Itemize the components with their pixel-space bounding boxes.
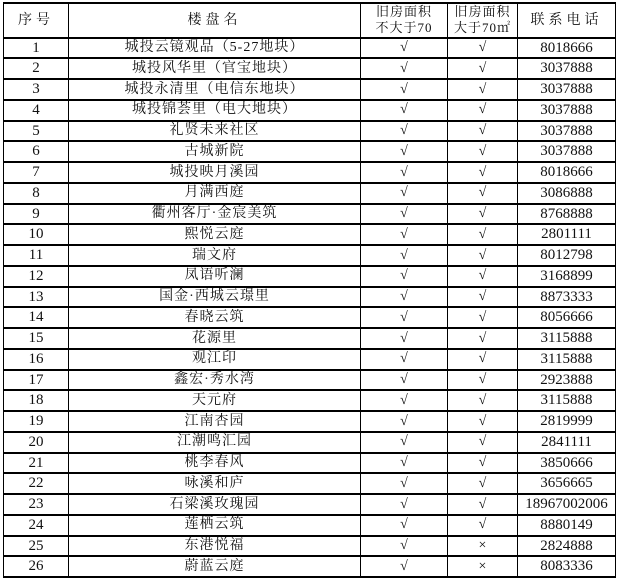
cell-area-gt70: √ [448, 390, 518, 411]
table-row [4, 370, 616, 391]
cell-area-gt70: √ [448, 453, 518, 474]
cell-area-gt70: √ [448, 432, 518, 453]
cell-area-le70: √ [361, 432, 448, 453]
cell-phone: 3168899 [518, 266, 616, 287]
cell-area-le70: √ [361, 141, 448, 162]
cell-area-gt70: √ [448, 79, 518, 100]
cell-phone: 3850666 [518, 453, 616, 474]
cell-area-gt70: √ [448, 141, 518, 162]
cell-serial: 5 [4, 121, 69, 142]
property-table-wrap [3, 2, 615, 575]
cell-phone: 8018666 [518, 162, 616, 183]
cell-area-gt70: √ [448, 266, 518, 287]
cell-phone: 3115888 [518, 390, 616, 411]
table-row [4, 204, 616, 225]
table-row [4, 183, 616, 204]
table-row [4, 224, 616, 245]
cell-phone: 8083336 [518, 556, 616, 577]
table-row [4, 515, 616, 536]
cell-phone: 3115888 [518, 328, 616, 349]
cell-phone: 3656665 [518, 473, 616, 494]
cell-serial: 24 [4, 515, 69, 536]
cell-area-le70: √ [361, 473, 448, 494]
table-row [4, 536, 616, 557]
cell-area-le70: √ [361, 328, 448, 349]
cell-phone: 3037888 [518, 121, 616, 142]
cell-property-name: 江潮鸣汇园 [69, 432, 361, 453]
table-row [4, 494, 616, 515]
cell-property-name: 城投永清里（电信东地块） [69, 79, 361, 100]
table-row [4, 390, 616, 411]
cell-serial: 10 [4, 224, 69, 245]
cell-phone: 3037888 [518, 100, 616, 121]
cell-area-le70: √ [361, 183, 448, 204]
header-area-gt70-line1: 旧房面积 [454, 4, 511, 19]
cell-area-le70: √ [361, 162, 448, 183]
cell-area-le70: √ [361, 515, 448, 536]
cell-area-gt70: √ [448, 183, 518, 204]
cell-property-name: 古城新院 [69, 141, 361, 162]
cell-area-le70: √ [361, 556, 448, 577]
cell-area-gt70: √ [448, 349, 518, 370]
cell-serial: 12 [4, 266, 69, 287]
table-row [4, 432, 616, 453]
table-header [4, 3, 616, 38]
cell-phone: 18967002006 [518, 494, 616, 515]
cell-area-le70: √ [361, 266, 448, 287]
cell-area-le70: √ [361, 453, 448, 474]
cell-property-name: 衢州客厅·金宸美筑 [69, 204, 361, 225]
table-row [4, 38, 616, 59]
cell-area-gt70: √ [448, 245, 518, 266]
cell-serial: 14 [4, 307, 69, 328]
cell-phone: 2824888 [518, 536, 616, 557]
cell-serial: 17 [4, 370, 69, 391]
cell-property-name: 城投云镜观品（5-27地块） [69, 38, 361, 59]
cell-phone: 2923888 [518, 370, 616, 391]
cell-phone: 2841111 [518, 432, 616, 453]
table-row [4, 141, 616, 162]
cell-area-le70: √ [361, 245, 448, 266]
cell-property-name: 城投映月溪园 [69, 162, 361, 183]
cell-serial: 1 [4, 38, 69, 59]
cell-property-name: 蔚蓝云庭 [69, 556, 361, 577]
cell-phone: 3086888 [518, 183, 616, 204]
property-table [3, 2, 616, 578]
table-row [4, 453, 616, 474]
header-area-le70-line1: 旧房面积 [375, 4, 432, 19]
cell-phone: 3037888 [518, 141, 616, 162]
table-row [4, 245, 616, 266]
cell-property-name: 国金·西城云璟里 [69, 287, 361, 308]
cell-property-name: 观江印 [69, 349, 361, 370]
cell-serial: 23 [4, 494, 69, 515]
cell-area-gt70: √ [448, 38, 518, 59]
table-row [4, 100, 616, 121]
cell-serial: 6 [4, 141, 69, 162]
cell-area-le70: √ [361, 370, 448, 391]
cell-serial: 21 [4, 453, 69, 474]
cell-area-gt70: √ [448, 307, 518, 328]
header-serial: 序号 [4, 3, 69, 38]
cell-phone: 8056666 [518, 307, 616, 328]
cell-area-gt70: √ [448, 515, 518, 536]
cell-property-name: 城投风华里（官宝地块） [69, 58, 361, 79]
header-area-gt70-line2: 大于70㎡ [453, 20, 511, 36]
cell-serial: 20 [4, 432, 69, 453]
cell-property-name: 礼贤未来社区 [69, 121, 361, 142]
cell-area-gt70: √ [448, 287, 518, 308]
cell-area-gt70: √ [448, 411, 518, 432]
cell-area-le70: √ [361, 38, 448, 59]
header-row [4, 3, 616, 38]
cell-phone: 2801111 [518, 224, 616, 245]
cell-serial: 16 [4, 349, 69, 370]
cell-phone: 3037888 [518, 79, 616, 100]
cell-phone: 8873333 [518, 287, 616, 308]
cell-property-name: 春晓云筑 [69, 307, 361, 328]
cell-serial: 15 [4, 328, 69, 349]
cell-serial: 2 [4, 58, 69, 79]
table-row [4, 349, 616, 370]
cell-serial: 9 [4, 204, 69, 225]
cell-area-gt70: √ [448, 370, 518, 391]
cell-area-le70: √ [361, 494, 448, 515]
cell-area-le70: √ [361, 536, 448, 557]
cell-serial: 26 [4, 556, 69, 577]
header-property-name: 楼盘名 [69, 3, 361, 38]
cell-area-le70: √ [361, 121, 448, 142]
cell-serial: 19 [4, 411, 69, 432]
cell-area-le70: √ [361, 224, 448, 245]
cell-serial: 8 [4, 183, 69, 204]
table-row [4, 162, 616, 183]
cell-property-name: 石梁溪玫瑰园 [69, 494, 361, 515]
cell-area-le70: √ [361, 100, 448, 121]
table-row [4, 287, 616, 308]
table-row [4, 556, 616, 577]
cell-property-name: 桃李春风 [69, 453, 361, 474]
table-row [4, 79, 616, 100]
cell-serial: 7 [4, 162, 69, 183]
cell-area-gt70: √ [448, 328, 518, 349]
cell-area-le70: √ [361, 307, 448, 328]
cell-property-name: 东港悦福 [69, 536, 361, 557]
cell-property-name: 花源里 [69, 328, 361, 349]
cell-property-name: 莲栖云筑 [69, 515, 361, 536]
cell-area-le70: √ [361, 287, 448, 308]
cell-property-name: 城投锦荟里（电大地块） [69, 100, 361, 121]
cell-property-name: 鑫宏·秀水湾 [69, 370, 361, 391]
cell-phone: 3037888 [518, 58, 616, 79]
cell-property-name: 天元府 [69, 390, 361, 411]
cell-phone: 3115888 [518, 349, 616, 370]
table-row [4, 266, 616, 287]
table-row [4, 411, 616, 432]
header-phone: 联系电话 [518, 3, 616, 38]
table-body [4, 38, 616, 578]
cell-serial: 13 [4, 287, 69, 308]
cell-area-gt70: √ [448, 473, 518, 494]
cell-property-name: 凤语听澜 [69, 266, 361, 287]
cell-area-le70: √ [361, 79, 448, 100]
cell-area-gt70: √ [448, 100, 518, 121]
cell-area-gt70: √ [448, 204, 518, 225]
header-area-le70 [361, 3, 448, 38]
cell-area-gt70: √ [448, 494, 518, 515]
table-row [4, 328, 616, 349]
cell-area-le70: √ [361, 58, 448, 79]
cell-serial: 3 [4, 79, 69, 100]
cell-serial: 18 [4, 390, 69, 411]
cell-area-gt70: × [448, 536, 518, 557]
cell-area-gt70: √ [448, 224, 518, 245]
cell-phone: 8880149 [518, 515, 616, 536]
cell-area-gt70: × [448, 556, 518, 577]
cell-area-gt70: √ [448, 58, 518, 79]
cell-property-name: 熙悦云庭 [69, 224, 361, 245]
cell-serial: 25 [4, 536, 69, 557]
cell-serial: 22 [4, 473, 69, 494]
cell-area-gt70: √ [448, 162, 518, 183]
cell-serial: 4 [4, 100, 69, 121]
cell-phone: 8768888 [518, 204, 616, 225]
cell-area-le70: √ [361, 411, 448, 432]
cell-phone: 2819999 [518, 411, 616, 432]
cell-area-le70: √ [361, 390, 448, 411]
cell-property-name: 江南杏园 [69, 411, 361, 432]
cell-phone: 8012798 [518, 245, 616, 266]
cell-phone: 8018666 [518, 38, 616, 59]
table-row [4, 473, 616, 494]
cell-property-name: 月满西庭 [69, 183, 361, 204]
cell-property-name: 咏溪和庐 [69, 473, 361, 494]
table-row [4, 58, 616, 79]
header-area-le70-line2: 不大于70 [375, 20, 433, 36]
cell-area-le70: √ [361, 349, 448, 370]
header-area-gt70 [448, 3, 518, 38]
table-row [4, 307, 616, 328]
table-row [4, 121, 616, 142]
cell-property-name: 瑞文府 [69, 245, 361, 266]
cell-serial: 11 [4, 245, 69, 266]
cell-area-gt70: √ [448, 121, 518, 142]
cell-area-le70: √ [361, 204, 448, 225]
